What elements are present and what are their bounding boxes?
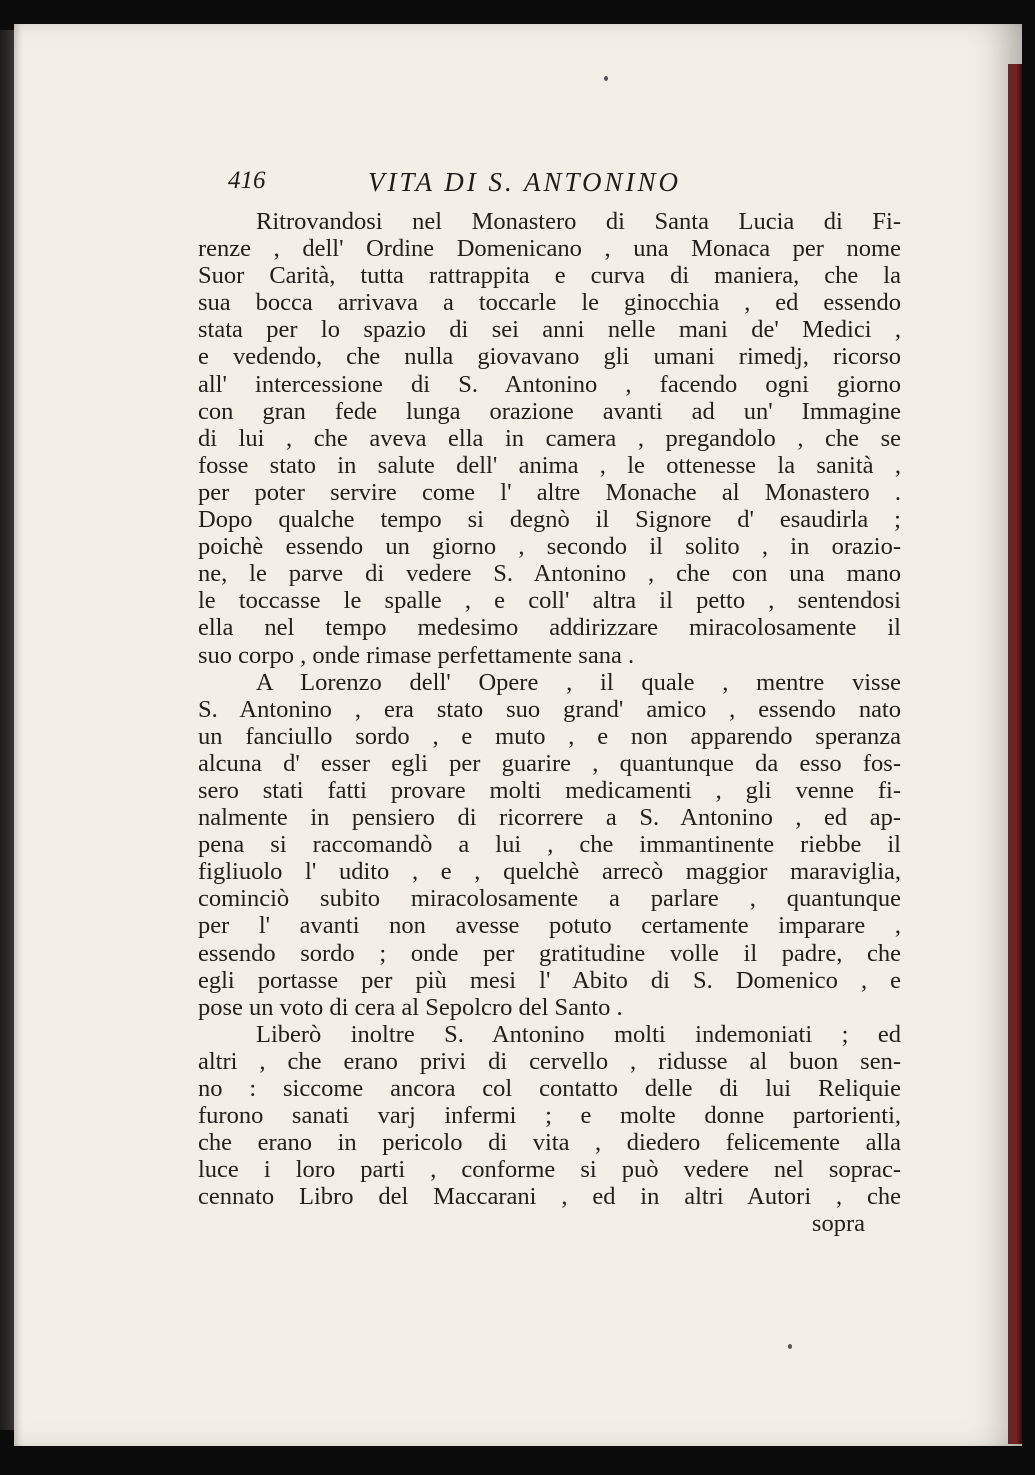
paragraph xyxy=(198,669,901,1021)
text-line: per poter servire come l' altre Monache al Monastero . xyxy=(198,478,901,506)
page-number: 416 xyxy=(228,167,266,194)
text-line: cennato Libro del Maccarani , ed in altri Autori , che xyxy=(198,1183,901,1211)
text-line: ella nel tempo medesimo addirizzare miracolosamente il xyxy=(198,614,901,642)
text-line: sero stati fatti provare molti medicamenti , gli venne fi- xyxy=(198,776,901,804)
text-line: un fanciullo sordo , e muto , e non apparendo speranza xyxy=(198,722,901,750)
text-line: figliuolo l' udito , e , quelchè arrecò maggior maraviglia, xyxy=(198,858,901,886)
text-line: ne, le parve di vedere S. Antonino , che con una mano xyxy=(198,560,901,588)
book-spine-shadow xyxy=(0,30,14,1430)
running-title: VITA DI S. ANTONINO xyxy=(368,167,682,197)
text-line: con gran fede lunga orazione avanti ad un' Immagine xyxy=(198,397,901,425)
paper-speck xyxy=(788,1344,792,1349)
paper-speck xyxy=(604,76,608,81)
paragraph xyxy=(198,1021,901,1211)
text-line: pose un voto di cera al Sepolcro del Santo . xyxy=(198,993,623,1021)
catchword: sopra xyxy=(811,1210,865,1238)
text-line: egli portasse per più mesi l' Abito di S. Domenico , e xyxy=(198,966,901,994)
running-header xyxy=(228,167,928,203)
text-line: S. Antonino , era stato suo grand' amico , essendo nato xyxy=(198,695,901,723)
text-line: essendo sordo ; onde per gratitudine volle il padre, che xyxy=(198,939,901,967)
text-line: sua bocca arrivava a toccarle le ginocchia , ed essendo xyxy=(198,289,901,317)
text-line: Suor Carità, tutta rattrappita e curva di maniera, che la xyxy=(198,262,901,290)
text-line: per l' avanti non avesse potuto certamente imparare , xyxy=(198,912,901,940)
text-line: luce i loro parti , conforme si può vedere nel soprac- xyxy=(198,1156,901,1184)
text-line: renze , dell' Ordine Domenicano , una Monaca per nome xyxy=(198,235,901,263)
text-line: suo corpo , onde rimase perfettamente sana . xyxy=(198,641,635,669)
text-line: di lui , che aveva ella in camera , pregandolo , che se xyxy=(198,424,901,452)
text-line: Liberò inoltre S. Antonino molti indemoniati ; ed xyxy=(256,1020,901,1048)
page-edge xyxy=(1008,64,1022,1444)
text-line: poichè essendo un giorno , secondo il solito , in orazio- xyxy=(198,533,901,561)
text-line: le toccasse le spalle , e coll' altra il petto , sentendosi xyxy=(198,587,901,615)
text-line: alcuna d' esser egli per guarire , quantunque da esso fos- xyxy=(198,749,901,777)
text-line: fosse stato in salute dell' anima , le ottenesse la sanità , xyxy=(198,451,901,479)
text-line: stata per lo spazio di sei anni nelle mani de' Medici , xyxy=(198,316,901,344)
text-line: cominciò subito miracolosamente a parlare , quantunque xyxy=(198,885,901,913)
text-line: e vedendo, che nulla giovavano gli umani rimedj, ricorso xyxy=(198,343,901,371)
text-line: pena si raccomandò a lui , che immantinente riebbe il xyxy=(198,831,901,859)
body-text xyxy=(198,208,901,1238)
text-line: all' intercessione di S. Antonino , facendo ogni giorno xyxy=(198,370,901,398)
paragraph xyxy=(198,208,901,669)
text-line: Ritrovandosi nel Monastero di Santa Lucia di Fi- xyxy=(256,208,901,235)
text-line: altri , che erano privi di cervello , ridusse al buon sen- xyxy=(198,1047,901,1075)
text-line: che erano in pericolo di vita , diedero felicemente alla xyxy=(198,1129,901,1157)
text-line: no : siccome ancora col contatto delle di lui Reliquie xyxy=(198,1075,901,1102)
text-line: A Lorenzo dell' Opere , il quale , mentre visse xyxy=(256,668,901,696)
text-line: Dopo qualche tempo si degnò il Signore d' esaudirla ; xyxy=(198,506,901,534)
text-line: nalmente in pensiero di ricorrere a S. Antonino , ed ap- xyxy=(198,804,901,832)
text-line: furono sanati varj infermi ; e molte donne partorienti, xyxy=(198,1102,901,1130)
